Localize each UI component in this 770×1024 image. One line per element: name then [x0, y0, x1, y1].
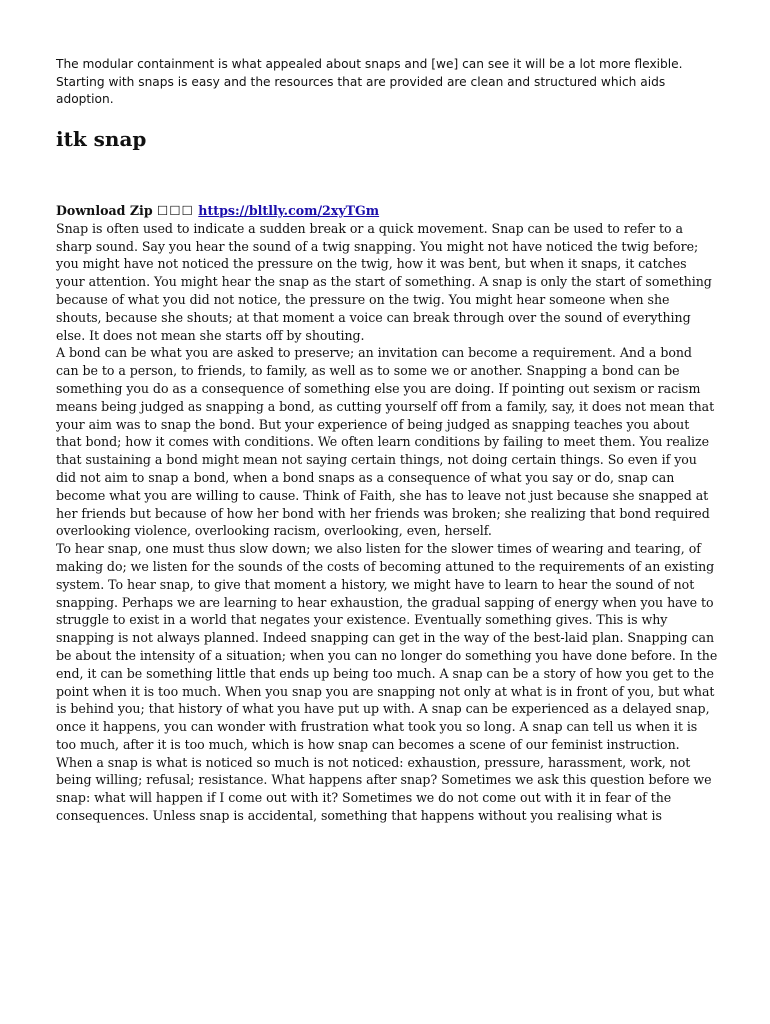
download-link[interactable]: https://bltlly.com/2xyTGm: [198, 202, 380, 218]
intro-paragraph: The modular containment is what appealed about snaps and [we] can see it will be a lot more flexible. Starting with snaps is easy and the resources that are provided are clean and structured which aids adoption.: [56, 57, 683, 107]
body-paragraph-4: When a snap is what is noticed so much is not noticed: exhaustion, pressure, harassment, work, not being willing; refusal; resistance. What happens after snap? Sometimes we ask this question before we snap: what will happen if I come out with it? Sometimes we do not come out with it in fear of the consequences. Unless snap is accidental, something that happens without you realising what is: [56, 754, 712, 824]
body-paragraph-1: Snap is often used to indicate a sudden break or a quick movement. Snap can be used to refer to a sharp sound. Say you hear the sound of a twig snapping. You might not have noticed the twig before; you might have not noticed the pressure on the twig, how it was bent, but when it snaps, it catches your attention. You might hear the snap as the start of something. A snap is only the start of something because of what you did not notice, the pressure on the twig. You might hear someone when she shouts, because she shouts; at that moment a voice can break through over the sound of everything else. It does not mean she starts off by shouting.: [56, 220, 712, 343]
download-label: Download Zip: [56, 202, 153, 218]
document-page: [56, 56, 718, 825]
download-line: [56, 202, 718, 220]
body-paragraph-3: To hear snap, one must thus slow down; we also listen for the slower times of wearing and tearing, of making do; we listen for the sounds of the costs of becoming attuned to the requirements of an existing system. To hear snap, to give that moment a history, we might have to learn to hear the sound of not snapping. Perhaps we are learning to hear exhaustion, the gradual sapping of energy when you have to struggle to exist in a world that negates your existence. Eventually something gives. This is why snapping is not always planned. Indeed snapping can get in the way of the best-laid plan. Snapping can be about the intensity of a situation; when you can no longer do something you have done before. In the end, it can be something little that ends up being too much. A snap can be a story of how you get to the point when it is too much. When you snap you are snapping not only at what is in front of you, but what is behind you; that history of what you have put up with. A snap can be experienced as a delayed snap, once it happens, you can wonder with frustration what took you so long. A snap can tell us when it is too much, after it is too much, which is how snap can becomes a scene of our feminist instruction.: [56, 541, 718, 752]
page-title: itk snap: [56, 126, 147, 151]
placeholder-glyphs: ☐☐☐: [157, 202, 194, 218]
body-paragraph-2: A bond can be what you are asked to preserve; an invitation can become a requirement. And a bond can be to a person, to friends, to family, as well as to some we or another. Snapping a bond can be something you do as a consequence of something else you are doing. If pointing out sexism or racism means being judged as snapping a bond, as cutting yourself off from a family, say, it does not mean that your aim was to snap the bond. But your experience of being judged as snapping teaches you about that bond; how it comes with conditions. We often learn conditions by failing to meet them. You realize that sustaining a bond might mean not saying certain things, not doing certain things. So even if you did not aim to snap a bond, when a bond snaps as a consequence of what you say or do, snap can become what you are willing to cause. Think of Faith, she has to leave not just because she snapped at her friends but because of how her bond with her friends was broken; she realizing that bond required overlooking violence, overlooking racism, overlooking, even, herself.: [56, 345, 715, 539]
